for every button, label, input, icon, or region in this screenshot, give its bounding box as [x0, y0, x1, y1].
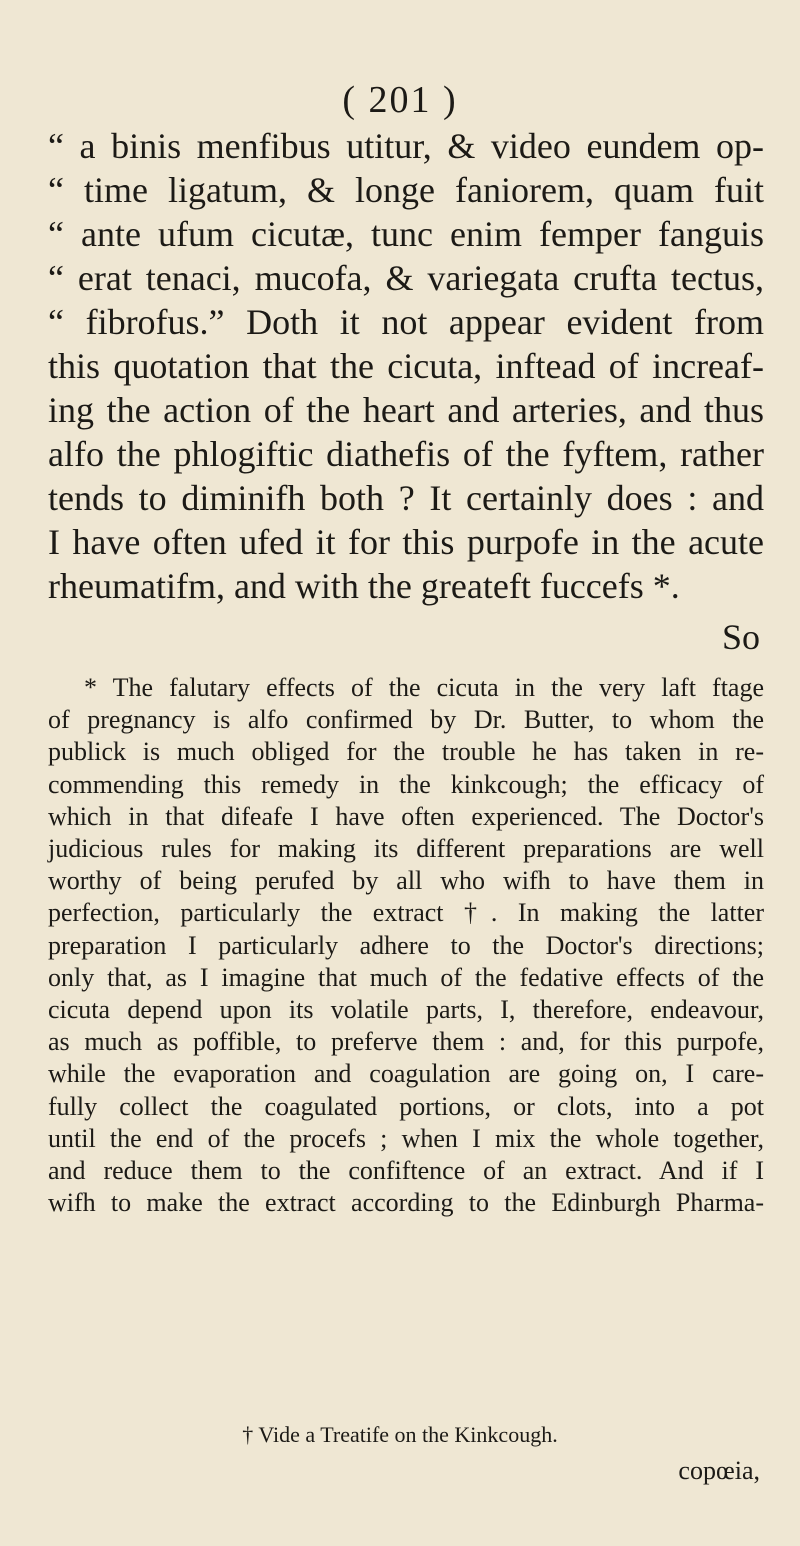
footnote-line: fully collect the coagulated portions, or clots, into a pot	[48, 1091, 764, 1121]
sub-footnote: † Vide a Treatife on the Kinkcough.	[242, 1422, 558, 1447]
footnote-line: judicious rules for making its different preparations are well	[48, 834, 764, 864]
main-line: this quotation that the cicuta, inftead of increaf-	[48, 346, 764, 386]
footnote-line: cicuta depend upon its volatile parts, I, therefore, endeavour,	[48, 995, 764, 1025]
main-line: ing the action of the heart and arteries, and thus	[48, 390, 764, 430]
main-line: “ erat tenaci, mucofa, & variegata crufta tectus,	[48, 258, 764, 298]
footnote-block	[48, 672, 764, 1219]
footnote-line: as much as poffible, to preferve them : and, for this purpofe,	[48, 1027, 764, 1057]
footnote-line: * The falutary effects of the cicuta in the very laft ftage	[84, 673, 764, 702]
footnote-line: worthy of being perufed by all who wifh to have them in	[48, 866, 764, 896]
main-line: “ ante ufum cicutæ, tunc enim femper fanguis	[48, 214, 764, 254]
footnote-line: commending this remedy in the kinkcough; the efficacy of	[48, 769, 764, 799]
footnote-line: only that, as I imagine that much of the fedative effects of the	[48, 962, 764, 992]
main-line: “ time ligatum, & longe faniorem, quam fuit	[48, 170, 764, 210]
page-number: ( 201 )	[342, 79, 458, 121]
footnote-line: until the end of the procefs ; when I mix the whole together,	[48, 1123, 764, 1153]
footnote-line: of pregnancy is alfo confirmed by Dr. Butter, to whom the	[48, 705, 764, 735]
footnote-line: while the evaporation and coagulation are going on, I care-	[48, 1059, 764, 1089]
page-catchword: copœia,	[678, 1456, 760, 1485]
main-line: rheumatifm, and with the greateft fuccefs *.	[48, 566, 680, 606]
main-line: tends to diminifh both ? It certainly does : and	[48, 478, 764, 518]
footnote-line: perfection, particularly the extract †. In making the latter	[48, 898, 764, 928]
main-text-block	[48, 124, 764, 608]
footnote-line: publick is much obliged for the trouble he has taken in re-	[48, 737, 764, 767]
main-line: “ fibrofus.” Doth it not appear evident from	[48, 302, 764, 342]
main-line: “ a binis menfibus utitur, & video eundem op-	[48, 126, 764, 166]
main-line: I have often ufed it for this purpofe in the acute	[48, 522, 764, 562]
footnote-line: and reduce them to the confiftence of an extract. And if I	[48, 1156, 764, 1186]
footnote-line: which in that difeafe I have often experienced. The Doctor's	[48, 801, 764, 831]
footnote-line: preparation I particularly adhere to the Doctor's directions;	[48, 930, 764, 960]
main-catchword: So	[721, 617, 760, 657]
footnote-line: wifh to make the extract according to the Edinburgh Pharma-	[48, 1188, 764, 1218]
main-line: alfo the phlogiftic diathefis of the fyftem, rather	[48, 434, 764, 474]
